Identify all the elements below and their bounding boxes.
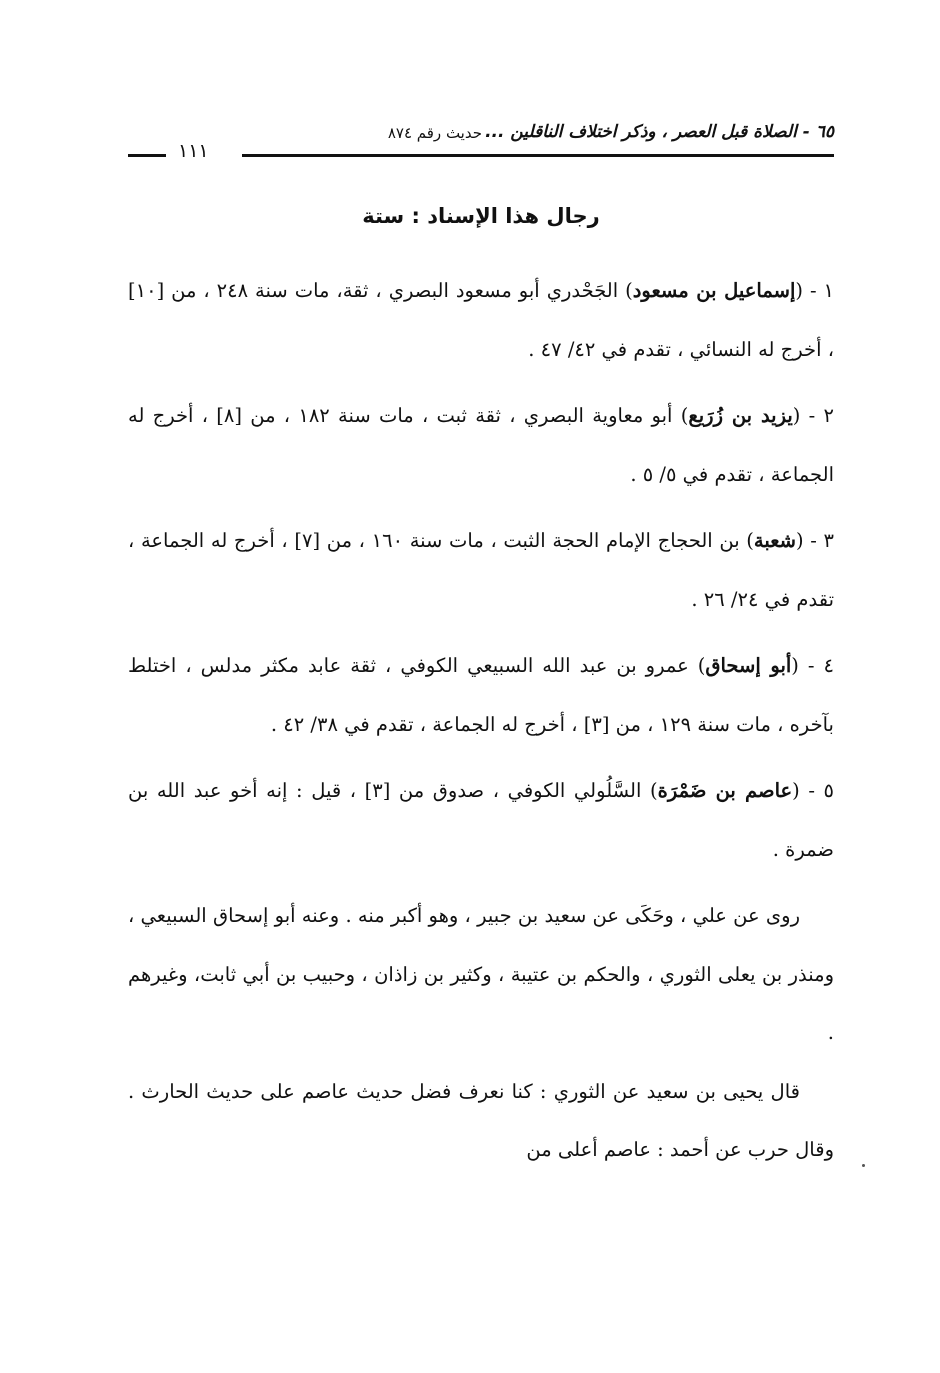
main-text xyxy=(128,262,834,1180)
body-paragraph: روى عن علي ، وحَكَى عن سعيد بن جبير ، وهو أكبر منه . وعنه أبو إسحاق السبيعي ، ومنذر بن يعلى الثوري ، والحكم بن عتيبة ، وكثير بن زاذان ، وحبيب بن أبي ثابت، وغيرهم . xyxy=(128,904,834,1044)
entry-paren: ) xyxy=(697,654,706,677)
narrator-entry-2 xyxy=(128,387,834,504)
body-paragraph: قال يحيى بن سعيد عن الثوري : كنا نعرف فضل حديث عاصم على حديث الحارث . وقال حرب عن أحمد : عاصم أعلى من xyxy=(128,1079,834,1161)
scan-mark xyxy=(862,1164,865,1167)
entry-number: ٤ - ( xyxy=(791,654,835,677)
entry-paren: ) xyxy=(650,779,658,802)
narrator-name: أبو إسحاق xyxy=(705,654,792,677)
narrator-details: عمرو بن عبد الله السبيعي الكوفي ، ثقة عابد مكثر مدلس ، اختلط بآخره ، مات سنة ١٢٩ ، من [٣] ، أخرج له الجماعة ، تقدم في ٣٨/ ٤٢ . xyxy=(128,654,834,736)
entry-number: ١ - ( xyxy=(795,279,835,302)
narrator-entry-5 xyxy=(128,762,834,879)
narrator-name: شعبة xyxy=(753,529,796,552)
narrator-entry-3 xyxy=(128,512,834,629)
section-title: رجال هذا الإسناد : ستة xyxy=(362,204,600,228)
running-header xyxy=(128,118,834,172)
entry-number: ٣ - ( xyxy=(796,529,834,552)
header-rule-short xyxy=(128,154,166,157)
entry-paren: ) xyxy=(746,529,754,552)
header-rule xyxy=(242,154,834,157)
hadith-number: حديث رقم ٨٧٤ xyxy=(387,124,482,142)
narrator-details: السَّلُولي الكوفي ، صدوق من [٣] ، قيل : إنه أخو عبد الله بن ضمرة . xyxy=(128,779,834,861)
entry-number: ٥ - ( xyxy=(792,779,834,802)
chapter-title: ٦٥ - الصلاة قبل العصر ، وذكر اختلاف الناقلين ... xyxy=(485,122,834,142)
entry-paren: ) xyxy=(625,279,633,302)
page-number: ١١١ xyxy=(178,140,209,162)
narrator-name: إسماعيل بن مسعود xyxy=(632,279,796,302)
entry-paren: ) xyxy=(680,404,689,427)
narrator-name: يزيد بن زُرَيع xyxy=(688,404,793,427)
narrator-entry-4 xyxy=(128,637,834,754)
narrator-name: عاصم بن ضَمْرَة xyxy=(657,779,793,802)
entry-number: ٢ - ( xyxy=(792,404,834,427)
narrator-entry-1 xyxy=(128,262,834,379)
narrator-details: الجَحْدري أبو مسعود البصري ، ثقة، مات سنة ٢٤٨ ، من [١٠] ، أخرج له النسائي ، تقدم في ٤٢/ ٤٧ . xyxy=(128,279,834,361)
narrator-details: أبو معاوية البصري ، ثقة ثبت ، مات سنة ١٨٢ ، من [٨] ، أخرج له الجماعة ، تقدم في ٥/ ٥ . xyxy=(128,404,834,486)
narrator-details: بن الحجاج الإمام الحجة الثبت ، مات سنة ١٦٠ ، من [٧] ، أخرج له الجماعة ، تقدم في ٢٤/ ٢٦ . xyxy=(128,529,834,611)
